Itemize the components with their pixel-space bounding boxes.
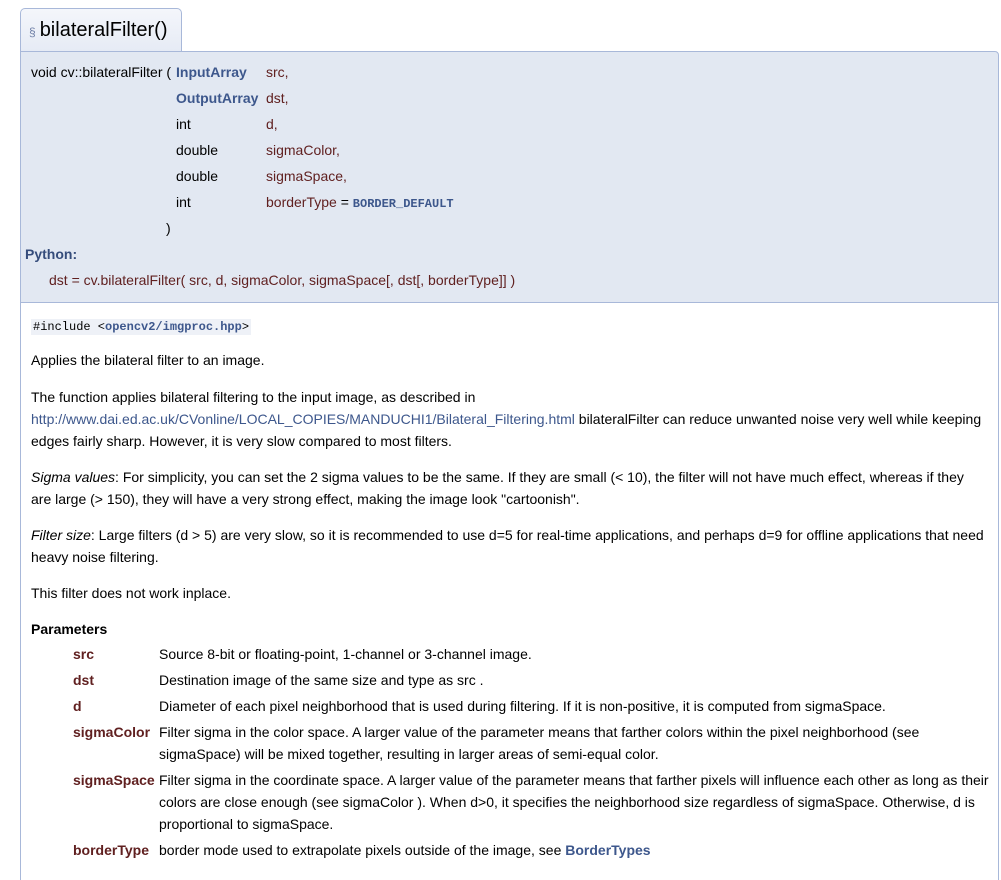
- param-name-dst: dst,: [266, 90, 289, 106]
- param-row-desc: Filter sigma in the color space. A larger value of the parameter means that farther colors within the pixel neighborhood (see sigmaSpace) will be mixed together, resulting in larger areas of semi-equal color.: [159, 724, 920, 762]
- param-row-desc: Filter sigma in the coordinate space. A larger value of the parameter means that farther pixels will influence each other as long as their colors are close enough (see sigmaColor ). When d>0, it specifies the neighborhood size regardless of sigmaSpace. Otherwise, d is proportional to sigmaSpace.: [159, 772, 989, 832]
- param-row-name: sigmaColor: [73, 724, 151, 740]
- param-name-d: d,: [266, 116, 278, 132]
- include-header-link[interactable]: opencv2/imgproc.hpp: [105, 320, 242, 334]
- param-row-name: d: [73, 698, 82, 714]
- param-type-double: double: [176, 168, 219, 184]
- param-name-bordertype: borderType: [266, 194, 337, 210]
- function-title: bilateralFilter(): [39, 18, 168, 41]
- brief-description: Applies the bilateral filter to an image.: [31, 352, 265, 368]
- param-row-desc: border mode used to extrapolate pixels outside of the image, see BorderTypes: [159, 842, 651, 858]
- param-bordertype-group: [266, 192, 454, 214]
- signature-prefix: void cv::bilateralFilter (: [31, 64, 172, 80]
- param-row-desc: Destination image of the same size and type as src .: [159, 672, 484, 688]
- section-anchor-link[interactable]: §: [29, 25, 36, 39]
- bordertypes-link[interactable]: BorderTypes: [565, 842, 651, 858]
- inplace-note: This filter does not work inplace.: [31, 585, 231, 601]
- function-prototype: [20, 51, 999, 303]
- param-type-outputarray[interactable]: OutputArray: [176, 90, 259, 106]
- param-row-desc: Diameter of each pixel neighborhood that is used during filtering. If it is non-positive, it is computed from sigmaSpace.: [159, 698, 886, 714]
- param-name-src: src,: [266, 64, 289, 80]
- border-default-link[interactable]: BORDER_DEFAULT: [352, 197, 454, 211]
- detail-paragraph: The function applies bilateral filtering to the input image, as described in http://www.dai.ed.ac.uk/CVonline/LOCAL_COPIES/MANDUCHI1/Bilateral_Filtering.html bilateralFilter can reduce unwanted noise very well while keeping edges fairly sharp. However, it is very slow compared to most filters.: [31, 389, 982, 449]
- signature-close-paren: ): [166, 220, 171, 236]
- python-label: Python:: [25, 246, 78, 262]
- param-row-name: dst: [73, 672, 94, 688]
- param-row-name: borderType: [73, 842, 149, 858]
- default-equals: =: [336, 194, 353, 210]
- sigma-values-paragraph: Sigma values: For simplicity, you can set the 2 sigma values to be the same. If they are small (< 10), the filter will not have much effect, whereas if they are large (> 150), they will have a very strong effect, making the image look "cartoonish".: [31, 469, 964, 507]
- param-type-inputarray[interactable]: InputArray: [176, 64, 247, 80]
- param-type-double: double: [176, 142, 219, 158]
- bilateral-filtering-link[interactable]: http://www.dai.ed.ac.uk/CVonline/LOCAL_COPIES/MANDUCHI1/Bilateral_Filtering.html: [31, 411, 575, 427]
- python-signature: dst = cv.bilateralFilter( src, d, sigmaColor, sigmaSpace[, dst[, borderType]] ): [49, 272, 516, 288]
- function-description: [20, 303, 999, 880]
- param-name-sigmacolor: sigmaColor,: [266, 142, 340, 158]
- param-row-desc: Source 8-bit or floating-point, 1-channel or 3-channel image.: [159, 646, 532, 662]
- filter-size-paragraph: Filter size: Large filters (d > 5) are very slow, so it is recommended to use d=5 for real-time applications, and perhaps d=9 for offline applications that need heavy noise filtering.: [31, 527, 984, 565]
- param-name-sigmaspace: sigmaSpace,: [266, 168, 347, 184]
- parameters-heading: Parameters: [31, 621, 108, 637]
- param-row-name: src: [73, 646, 95, 662]
- include-directive: #include <opencv2/imgproc.hpp>: [33, 320, 250, 334]
- param-type-int: int: [176, 194, 191, 210]
- param-row-name: sigmaSpace: [73, 772, 155, 788]
- member-heading-tab: [20, 8, 182, 51]
- param-type-int: int: [176, 116, 191, 132]
